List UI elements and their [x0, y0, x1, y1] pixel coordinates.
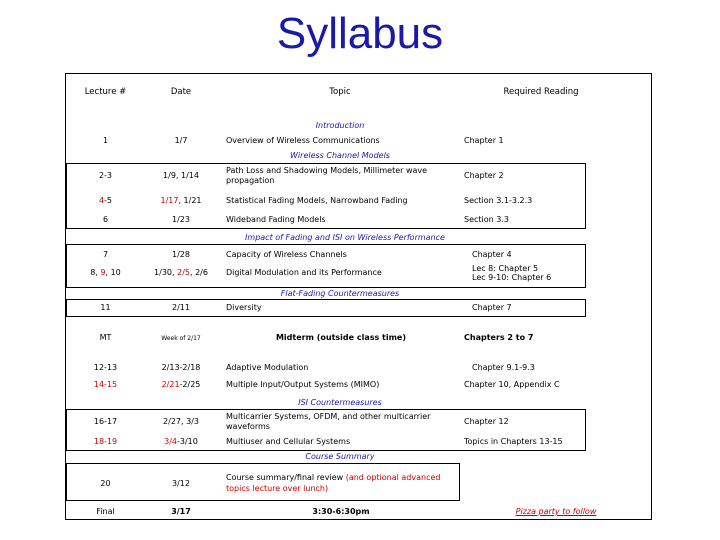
date-8: 1/30, [154, 268, 178, 277]
reading-6: Section 3.3 [464, 215, 509, 224]
lecture-20: 20 [100, 479, 111, 488]
date-2-3: 1/9, 1/14 [163, 171, 199, 180]
reading-midterm: Chapters 2 to 7 [464, 333, 534, 342]
date-6: 1/23 [172, 215, 190, 224]
reading-8-9-10-line1: Lec 8: Chapter 5 [472, 264, 539, 273]
reading-4-5: Section 3.1-3.2.3 [464, 196, 533, 205]
date-8-9-10 [135, 268, 227, 278]
topic-2-3-line1: Path Loss and Shadowing Models, Millimeter wave [226, 166, 428, 175]
date-final: 3/17 [171, 507, 191, 516]
header-date: Date [170, 87, 192, 97]
header-reading: Required Reading [503, 87, 579, 97]
reading-16-17: Chapter 12 [464, 417, 509, 426]
section-introduction: Introduction [315, 121, 365, 130]
page-title: Syllabus [276, 9, 444, 58]
lecture-4-5-part-a: 4 [98, 196, 105, 205]
topic-1: Overview of Wireless Communications [226, 136, 380, 145]
date-14-15 [145, 380, 217, 390]
lecture-11: 11 [100, 303, 111, 312]
date-14-15-part-b: -2/25 [179, 380, 201, 389]
lecture-7: 7 [102, 250, 109, 259]
topic-2-3-line2: propagation [226, 176, 275, 185]
section-wireless-channel-models: Wireless Channel Models [290, 151, 390, 160]
header-topic: Topic [329, 87, 351, 97]
topic-18-19: Multiuser and Cellular Systems [226, 437, 351, 446]
lecture-4-5-part-b: -5 [104, 196, 113, 205]
final-time: 3:30-6:30pm [312, 507, 370, 516]
lecture-9: 9 [100, 268, 106, 277]
date-7: 1/28 [172, 250, 190, 259]
reading-2-3: Chapter 2 [464, 171, 504, 180]
date-11: 2/11 [172, 303, 190, 312]
date-18-19-part-b: -3/10 [177, 437, 198, 446]
lecture-6: 6 [102, 215, 109, 224]
lecture-10: , 10 [105, 268, 121, 277]
header-lecture: Lecture # [84, 87, 127, 97]
section-isi: ISI Countermeasures [298, 398, 382, 407]
lecture-18-19: 18-19 [93, 437, 118, 446]
reading-18-19: Topics in Chapters 13-15 [464, 437, 563, 446]
topic-12-13: Adaptive Modulation [226, 363, 309, 372]
topic-4-5: Statistical Fading Models, Narrowband Fading [226, 196, 408, 205]
date-midterm: Week of 2/17 [161, 335, 201, 342]
reading-1: Chapter 1 [464, 136, 504, 145]
reading-12-13: Chapter 9.1-9.3 [472, 363, 535, 372]
lecture-8-9-10 [66, 268, 145, 278]
date-18-19-part-a: 3/4 [164, 437, 177, 446]
topic-6: Wideband Fading Models [226, 215, 326, 224]
lecture-final: Final [96, 507, 115, 516]
topic-11: Diversity [226, 303, 262, 312]
lecture-4-5 [66, 196, 145, 206]
date-1: 1/7 [174, 136, 188, 145]
reading-8-9-10-line2: Lec 9-10: Chapter 6 [472, 273, 552, 282]
lecture-14-15: 14-15 [93, 380, 118, 389]
topic-8-9-10: Digital Modulation and its Performance [226, 268, 382, 277]
date-18-19 [145, 437, 217, 447]
date-4-5-part-b: , 1/21 [178, 196, 202, 205]
lecture-1: 1 [102, 136, 109, 145]
date-10: , 2/6 [189, 268, 208, 277]
topic-20-line2: topics lecture over lunch) [226, 484, 329, 493]
reading-11: Chapter 7 [472, 303, 512, 312]
section-impact-of-fading: Impact of Fading and ISI on Wireless Performance [245, 233, 445, 242]
reading-7: Chapter 4 [472, 250, 512, 259]
lecture-16-17: 16-17 [93, 417, 118, 426]
topic-16-17-line2: waveforms [226, 422, 270, 431]
date-16-17: 2/27, 3/3 [163, 417, 199, 426]
topic-20-line1 [226, 473, 440, 483]
section-flat-fading: Flat-Fading Countermeasures [280, 289, 400, 298]
topic-midterm: Midterm (outside class time) [275, 333, 407, 342]
reading-14-15: Chapter 10, Appendix C [464, 380, 560, 389]
pizza-party-link[interactable]: Pizza party to follow [515, 507, 597, 516]
topic-20-part-a: Course summary/final review [226, 473, 346, 482]
section-course-summary: Course Summary [305, 452, 375, 461]
date-12-13: 2/13-2/18 [161, 363, 201, 372]
topic-20-part-b: (and optional advanced [345, 473, 441, 482]
lecture-12-13: 12-13 [93, 363, 118, 372]
lecture-2-3: 2-3 [98, 171, 113, 180]
topic-16-17-line1: Multicarrier Systems, OFDM, and other multicarrier [226, 412, 431, 421]
date-20: 3/12 [172, 479, 190, 488]
date-4-5 [145, 196, 217, 206]
date-14-15-part-a: 2/21 [161, 380, 180, 389]
lecture-midterm: MT [99, 333, 112, 342]
topic-7: Capacity of Wireless Channels [226, 250, 347, 259]
date-4-5-part-a: 1/17 [160, 196, 179, 205]
lecture-8: 8, [90, 268, 101, 277]
topic-14-15: Multiple Input/Output Systems (MIMO) [226, 380, 380, 389]
date-9: 2/5 [177, 268, 190, 277]
